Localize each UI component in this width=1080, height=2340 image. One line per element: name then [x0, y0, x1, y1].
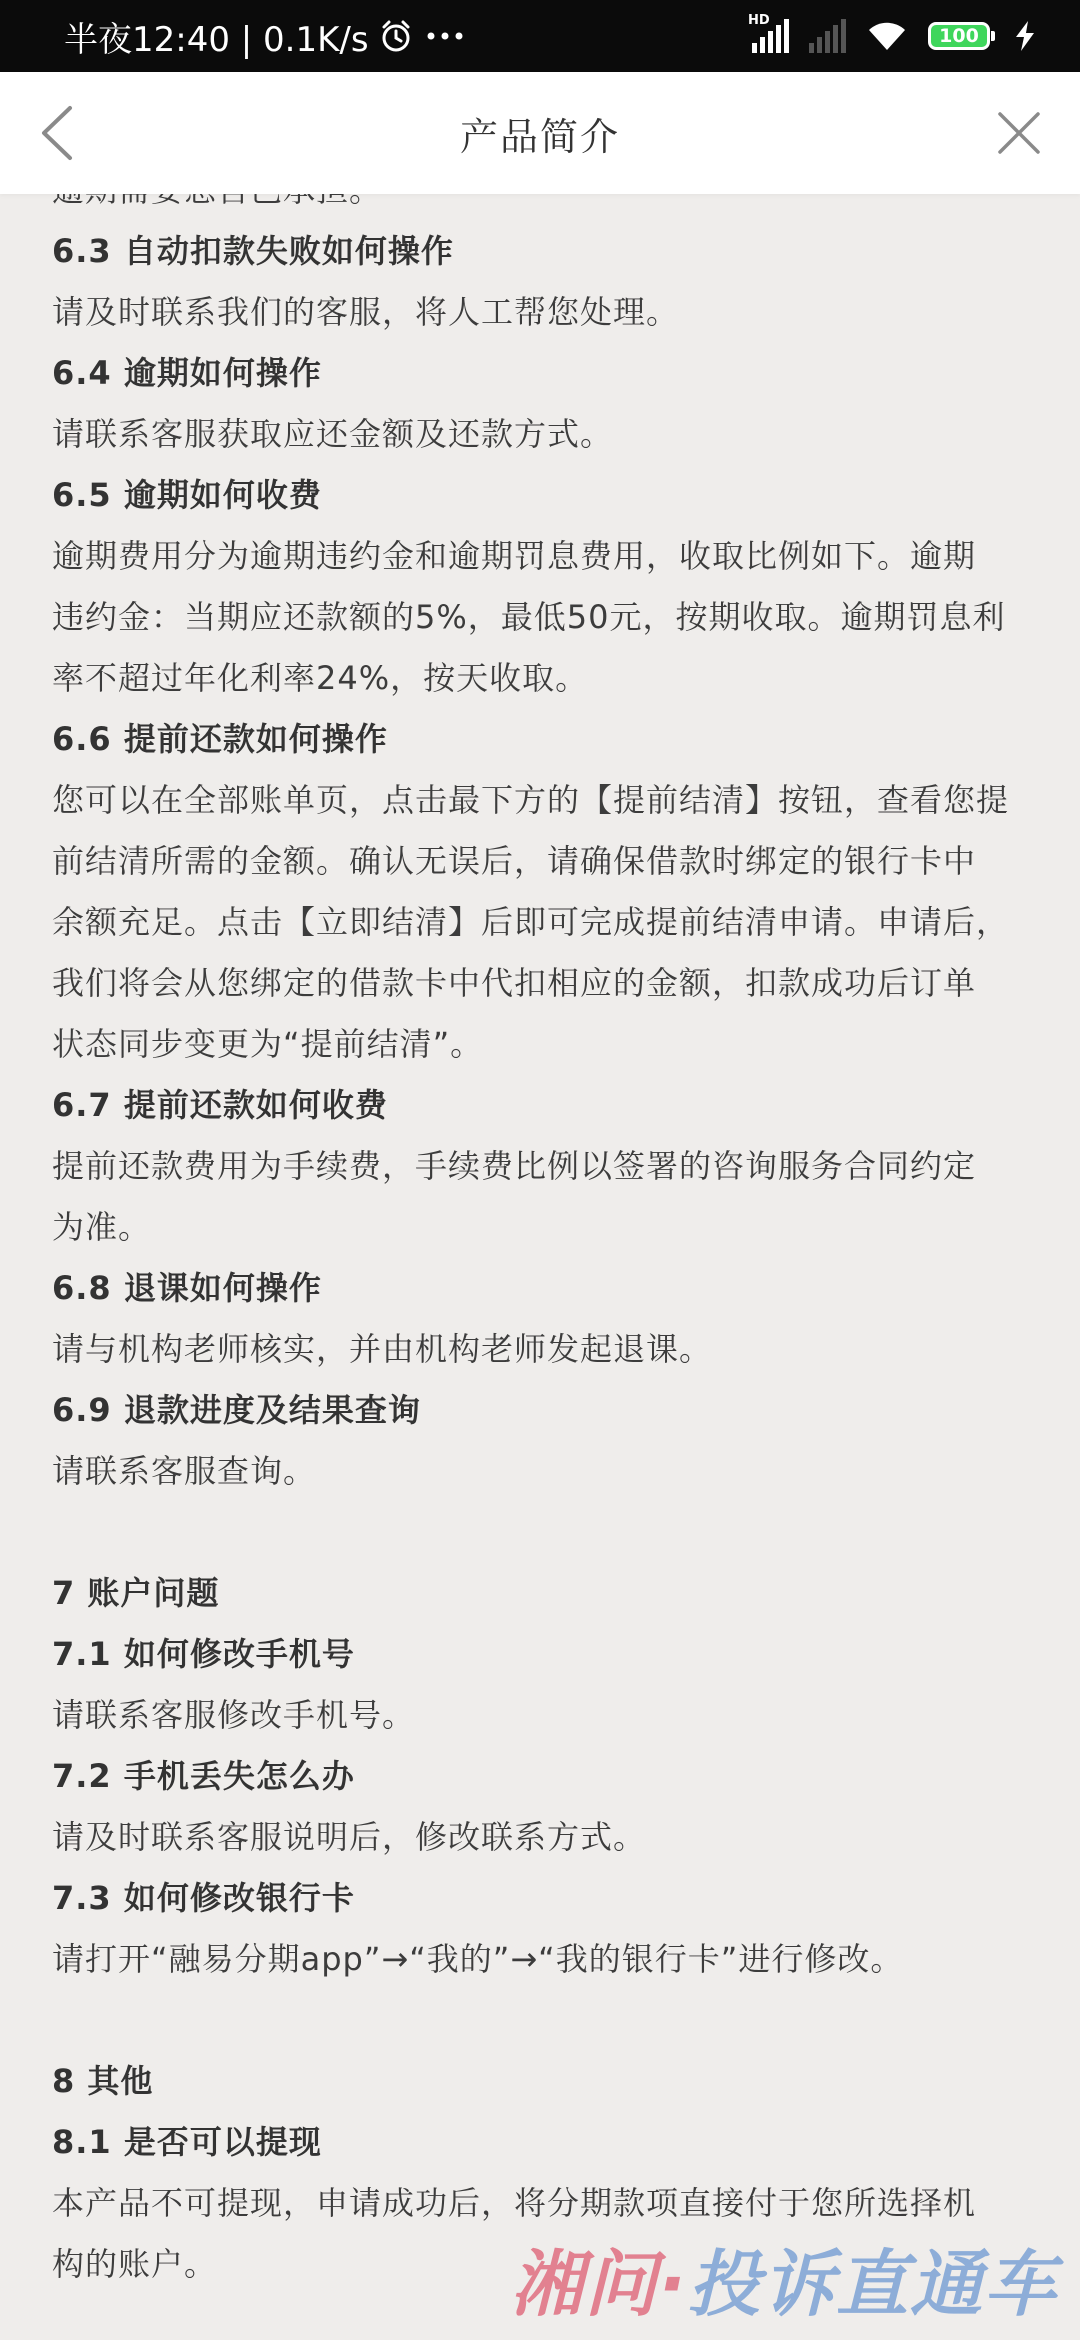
signal-icon [748, 13, 789, 53]
signal-icon-secondary [809, 19, 846, 53]
watermark-part-2: 投诉直通车 [687, 2242, 1058, 2326]
status-bar [0, 0, 1080, 72]
paragraph-line: 您可以在全部账单页，点击最下方的【提前结清】按钮，查看您提 [52, 781, 1010, 819]
paragraph-line: 请与机构老师核实，并由机构老师发起退课。 [52, 1330, 713, 1368]
chevron-left-icon[interactable] [30, 102, 90, 164]
paragraph-line: 请联系客服查询。 [52, 1452, 317, 1490]
section-heading: 7.1 如何修改手机号 [52, 1635, 355, 1673]
section-heading: 8.1 是否可以提现 [52, 2123, 322, 2161]
blank-line [52, 1990, 1028, 2051]
section-heading: 6.3 自动扣款失败如何操作 [52, 232, 454, 270]
paragraph-line: 余额充足。点击【立即结清】后即可完成提前结清申请。申请后， [52, 903, 1010, 941]
blank-line [52, 1502, 1028, 1563]
status-time: 半夜12:40 | 0.1K/s [64, 19, 369, 60]
section-heading: 6.6 提前还款如何操作 [52, 720, 388, 758]
wifi-icon [866, 19, 908, 53]
page-title: 产品简介 [459, 114, 620, 159]
section-heading: 6.5 逾期如何收费 [52, 476, 322, 514]
section-heading: 7 账户问题 [52, 1574, 220, 1612]
section-heading: 6.9 退款进度及结果查询 [52, 1391, 421, 1429]
more-dots-icon [423, 19, 467, 53]
charging-icon [1010, 19, 1040, 53]
paragraph-line: 前结清所需的金额。确认无误后，请确保借款时绑定的银行卡中 [52, 842, 977, 880]
paragraph-line: 状态同步变更为“提前结清”。 [52, 1025, 484, 1063]
watermark-logo [511, 2226, 1058, 2330]
paragraph-line: 提前还款费用为手续费，手续费比例以签署的咨询服务合同约定 [52, 1147, 977, 1185]
battery-icon [928, 22, 990, 50]
paragraph-line: 我们将会从您绑定的借款卡中代扣相应的金额，扣款成功后订单 [52, 964, 977, 1002]
status-right [748, 13, 1040, 53]
section-heading: 6.7 提前还款如何收费 [52, 1086, 388, 1124]
paragraph-line: 本产品不可提现，申请成功后，将分期款项直接付于您所选择机 [52, 2184, 977, 2222]
close-icon[interactable] [988, 102, 1050, 164]
paragraph-line: 率不超过年化利率24%，按天收取。 [52, 659, 589, 697]
status-left [64, 12, 467, 61]
watermark-part-1: 湘问· [510, 2242, 688, 2326]
section-heading: 7.3 如何修改银行卡 [52, 1879, 355, 1917]
paragraph-line: 为准。 [52, 1208, 152, 1246]
navigation-bar [0, 72, 1080, 194]
paragraph-line: 请及时联系客服说明后，修改联系方式。 [52, 1818, 647, 1856]
section-heading: 6.4 逾期如何操作 [52, 354, 322, 392]
battery-level: 100 [939, 25, 979, 47]
section-heading: 8 其他 [52, 2062, 154, 2100]
paragraph-line: 请及时联系我们的客服，将人工帮您处理。 [52, 293, 680, 331]
section-heading: 7.2 手机丢失怎么办 [52, 1757, 355, 1795]
alarm-icon [379, 19, 413, 53]
paragraph-line: 请联系客服修改手机号。 [52, 1696, 416, 1734]
paragraph-line: 逾期费用分为逾期违约金和逾期罚息费用，收取比例如下。逾期 [52, 537, 977, 575]
product-intro-content[interactable] [0, 160, 1080, 2295]
paragraph-line: 请联系客服获取应还金额及还款方式。 [52, 415, 614, 453]
paragraph-line: 请打开“融易分期app”→“我的”→“我的银行卡”进行修改。 [52, 1940, 904, 1978]
hd-label: HD [748, 13, 770, 28]
paragraph-line: 构的账户。 [52, 2245, 218, 2283]
paragraph-line: 违约金：当期应还款额的5%，最低50元，按期收取。逾期罚息利 [52, 598, 1006, 636]
section-heading: 6.8 退课如何操作 [52, 1269, 322, 1307]
